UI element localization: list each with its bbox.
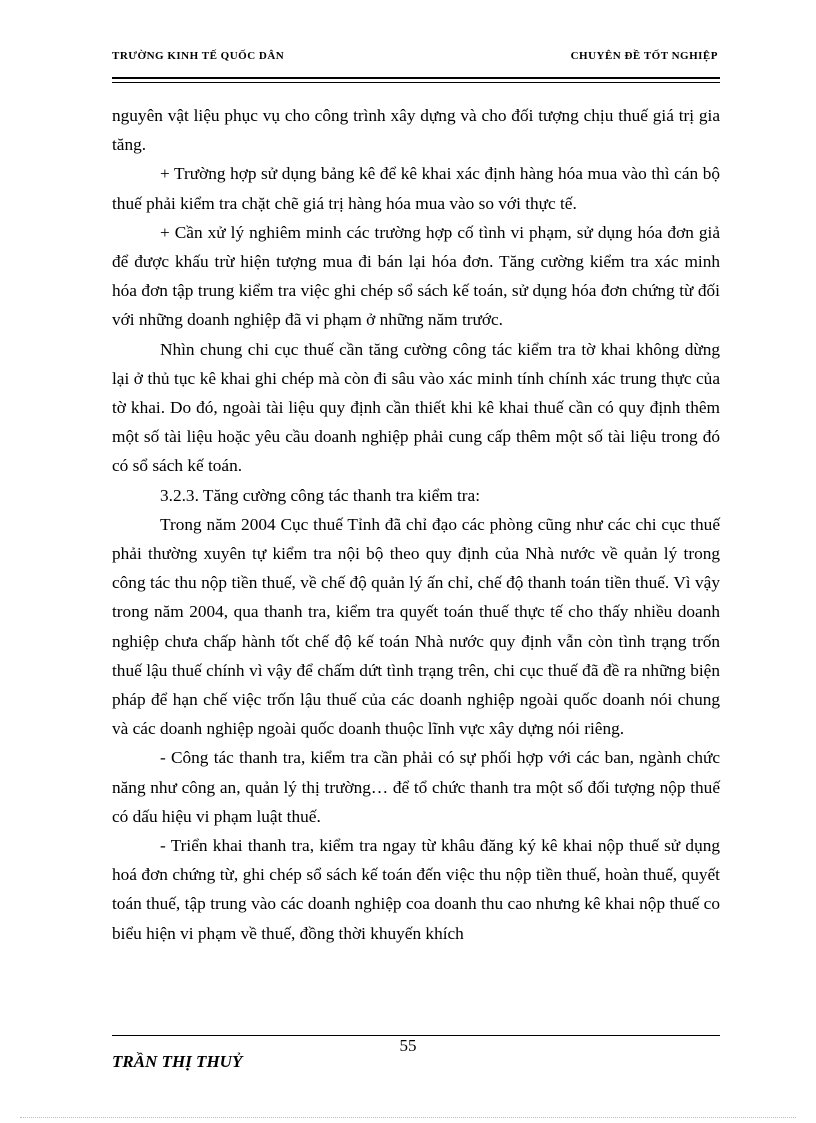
paragraph-bullet: + Cần xử lý nghiêm minh các trường hợp cố tình vi phạm, sử dụng hóa đơn giả để được khấu trừ hiện tượng mua đi bán lại hóa đơn. Tăng cường kiểm tra xác minh hóa đơn tập trung kiểm tra việc ghi chép sổ sách kế toán, sử dụng hóa đơn chứng từ đối với những doanh nghiệp đã vi phạm ở những năm trước. xyxy=(112,222,720,330)
paragraph-dash: - Triển khai thanh tra, kiểm tra ngay từ khâu đăng ký kê khai nộp thuế sử dụng hoá đơn chứng từ, ghi chép sổ sách kế toán đến việc thu nộp tiền thuế, hoàn thuế, quyết toán thuế, tập trung vào các doanh nghiệp coa doanh thu cao nhưng kê khai nộp thuế co biểu hiện vi phạm về thuế, đồng thời khuyến khích xyxy=(112,836,720,943)
header-rule-thick xyxy=(112,77,720,79)
paragraph-dash: - Công tác thanh tra, kiểm tra cần phải có sự phối hợp với các ban, ngành chức năng như công an, quản lý thị trường… để tổ chức thanh tra một số đối tượng nộp thuế có dấu hiệu vi phạm luật thuế. xyxy=(112,748,720,826)
author-name: TRẦN THỊ THUỶ xyxy=(112,1052,243,1071)
header-left: TRƯỜNG KINH TẾ QUỐC DÂN xyxy=(112,50,285,62)
page-header xyxy=(112,50,718,76)
page-number: 55 xyxy=(399,1036,417,1055)
paragraph: Trong năm 2004 Cục thuế Tỉnh đã chỉ đạo các phòng cũng như các chi cục thuế phải thường xuyên tự kiểm tra nội bộ theo quy định của Nhà nước về quản lý trong công tác thu nộp tiền thuế, về chế độ quản lý ấn chỉ, chế độ thanh toán tiền thuế. Vì vậy trong năm 2004, qua thanh tra, kiểm tra quyết toán thuế thực tế cho thấy nhiều doanh nghiệp chưa chấp hành tốt chế độ kế toán Nhà nước quy định vẫn còn tình trạng trốn thuế lậu thuế chính vì vậy để chấm dứt tình trạng trên, chi cục thuế đã đề ra những biện pháp để hạn chế việc trốn lậu thuế của các doanh nghiệp ngoài quốc doanh nói chung và các doanh nghiệp ngoài quốc doanh thuộc lĩnh vực xây dựng nói riêng. xyxy=(112,514,720,739)
document-body xyxy=(112,101,720,948)
paragraph-continuation: nguyên vật liệu phục vụ cho công trình xây dựng và cho đối tượng chịu thuế giá trị gia tăng. xyxy=(112,106,720,155)
paragraph-bullet: + Trường hợp sử dụng bảng kê để kê khai xác định hàng hóa mua vào thì cán bộ thuế phải kiểm tra chặt chẽ giá trị hàng hóa mua vào so với thực tế. xyxy=(112,164,720,213)
section-heading: 3.2.3. Tăng cường công tác thanh tra kiểm tra: xyxy=(160,485,481,505)
header-rule-thin xyxy=(112,82,720,83)
paragraph: Nhìn chung chi cục thuế cần tăng cường công tác kiểm tra tờ khai không dừng lại ở thủ tục kê khai ghi chép mà còn đi sâu vào xác minh tính chính xác trung thực của tờ khai. Do đó, ngoài tài liệu quy định cần thiết khi kê khai thuế cần có quy định thêm một số tài liệu hoặc yêu cầu doanh nghiệp phải cung cấp thêm một số tài liệu trong đó có sổ sách kế toán. xyxy=(112,339,720,476)
page-break-line xyxy=(20,1117,796,1118)
header-right: CHUYÊN ĐỀ TỐT NGHIỆP xyxy=(570,50,718,62)
